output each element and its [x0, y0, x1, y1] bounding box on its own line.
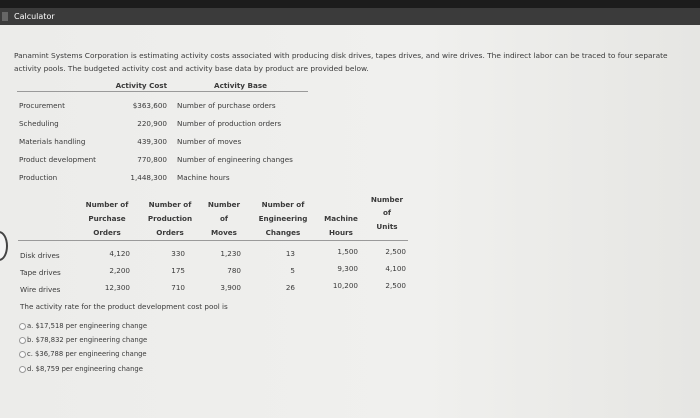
cell-value: 2,500 [385, 247, 406, 256]
window-title[interactable]: Calculator [14, 12, 55, 21]
cell-value: 3,900 [220, 283, 241, 292]
pool-cost: 1,448,300 [130, 173, 167, 182]
title-bar [0, 8, 700, 25]
cell-value: 26 [285, 283, 295, 292]
pool-base: Number of moves [177, 137, 242, 146]
pool-cost: 439,300 [137, 137, 167, 146]
option-label: c. $36,788 per engineering change [27, 350, 147, 358]
top-bar [0, 0, 700, 8]
cell-value: 12,300 [104, 283, 130, 292]
header-activity-base: Activity Base [214, 81, 267, 90]
column-header: Number [370, 195, 404, 204]
cell-value: 4,100 [385, 264, 406, 273]
column-header: Moves [211, 228, 237, 237]
column-header: Units [376, 222, 398, 231]
cell-value: 175 [171, 266, 185, 275]
radio-button[interactable] [19, 366, 26, 373]
pool-base: Machine hours [177, 173, 230, 182]
radio-button[interactable] [19, 323, 26, 330]
pool-cost: 220,900 [137, 119, 167, 128]
divider [17, 91, 308, 92]
cell-value: 2,500 [385, 281, 406, 290]
cell-value: 1,500 [337, 247, 358, 256]
pool-name: Procurement [19, 101, 65, 110]
column-header: Production [147, 214, 193, 223]
cell-value: 9,300 [337, 264, 358, 273]
question-text: The activity rate for the product development cost pool is [20, 302, 228, 311]
radio-button[interactable] [19, 351, 26, 358]
column-header: Machine [324, 214, 358, 223]
column-header: Hours [329, 228, 353, 237]
radio-button[interactable] [19, 337, 26, 344]
column-header: of [219, 214, 229, 223]
pool-base: Number of production orders [177, 119, 282, 128]
cell-value: 780 [227, 266, 241, 275]
pool-base: Number of engineering changes [177, 155, 293, 164]
pool-name: Scheduling [19, 119, 59, 128]
cell-value: 2,200 [109, 266, 130, 275]
cell-value: 13 [285, 249, 295, 258]
option-label: d. $8,759 per engineering change [27, 365, 143, 373]
pool-cost: 770,800 [137, 155, 167, 164]
column-header: Number [207, 200, 241, 209]
column-header: of [382, 208, 392, 217]
answer-option[interactable] [19, 336, 147, 344]
calculator-icon[interactable] [2, 12, 8, 21]
pool-name: Production [19, 173, 58, 182]
option-label: b. $78,832 per engineering change [27, 336, 148, 344]
column-header: Purchase [88, 214, 126, 223]
column-header: Orders [93, 228, 121, 237]
column-header: Changes [265, 228, 301, 237]
header-activity-cost: Activity Cost [115, 81, 167, 90]
cell-value: 1,230 [220, 249, 241, 258]
cell-value: 710 [171, 283, 185, 292]
option-label: a. $17,518 per engineering change [27, 322, 148, 330]
pool-cost: $363,600 [132, 101, 167, 110]
product-name: Wire drives [20, 285, 61, 294]
answer-option[interactable] [19, 322, 147, 330]
cell-value: 330 [171, 249, 185, 258]
pool-name: Product development [19, 155, 96, 164]
answer-option[interactable] [19, 365, 143, 373]
column-header: Number of [85, 200, 129, 209]
intro-text: Panamint Systems Corporation is estimating activity costs associated with producing disk drives, tapes drives, and wire drives. The indirect labor can be traced to four separate activity pools. The budgeted activity cost and activity base data by product are provided below. [14, 51, 668, 73]
cell-value: 10,200 [332, 281, 358, 290]
cell-value: 4,120 [109, 249, 130, 258]
column-header: Number of [261, 200, 305, 209]
column-header: Engineering [258, 214, 308, 223]
product-name: Disk drives [20, 251, 60, 260]
pool-base: Number of purchase orders [177, 101, 276, 110]
product-name: Tape drives [20, 268, 61, 277]
cell-value: 5 [290, 266, 295, 275]
column-header: Orders [156, 228, 184, 237]
answer-option[interactable] [19, 350, 147, 358]
previous-arrow-button[interactable] [0, 231, 8, 261]
column-header: Number of [148, 200, 192, 209]
pool-name: Materials handling [19, 137, 86, 146]
divider [18, 240, 408, 241]
question-panel [0, 25, 700, 418]
